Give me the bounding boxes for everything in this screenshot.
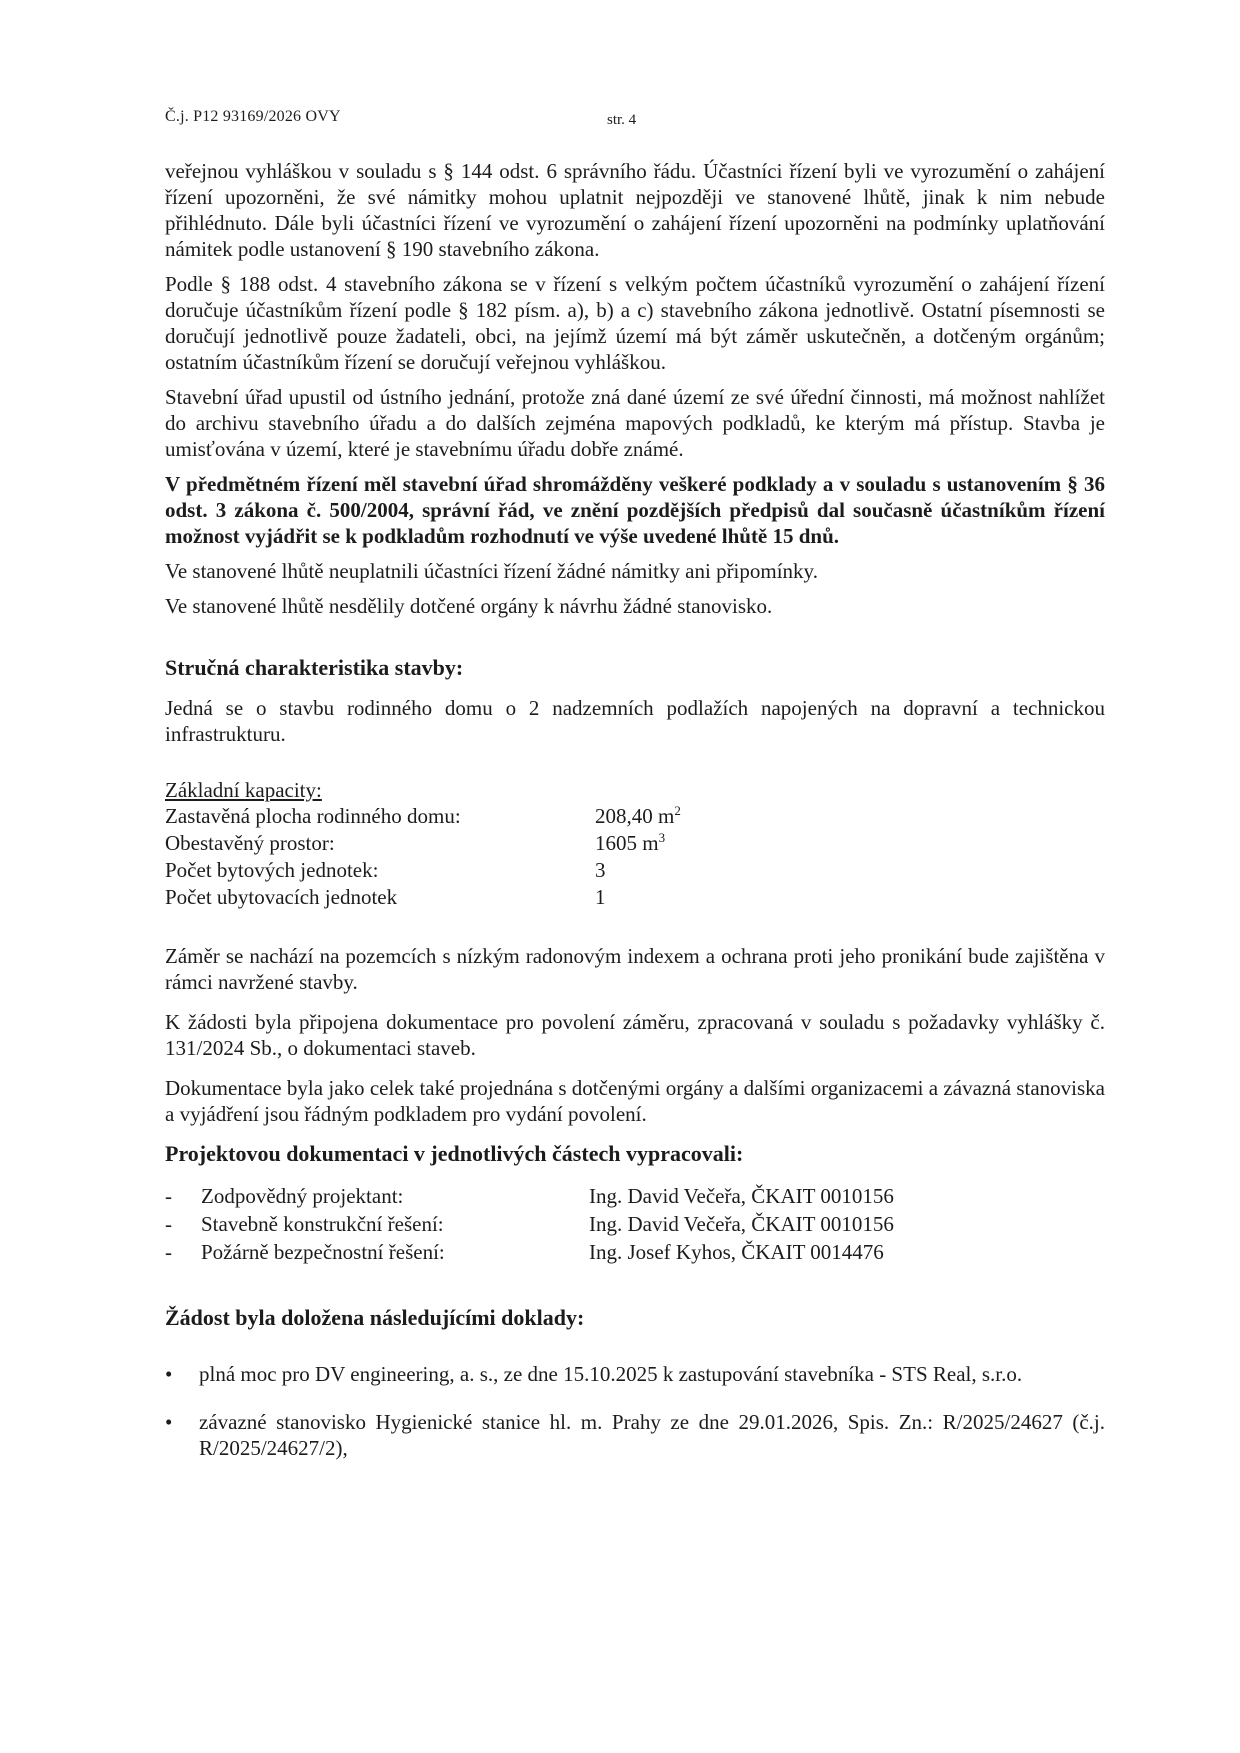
capacities-heading: Základní kapacity:: [165, 778, 322, 802]
table-row: [165, 884, 681, 911]
author-role: Požárně bezpečnostní řešení:: [201, 1240, 445, 1264]
bullet-icon: •: [165, 1410, 173, 1434]
dash-marker: -: [165, 1212, 172, 1236]
paragraph-negotiated: Dokumentace byla jako celek také projednána s dotčenými orgány a dalšími organizacemi a závazná stanoviska a vyjádření jsou řádným podkladem pro vydání povolení.: [165, 1076, 1105, 1126]
capacity-value: 208,40 $m^2$: [595, 803, 681, 828]
list-item: [165, 1409, 1105, 1461]
document-body: [165, 158, 1105, 1461]
table-row: [165, 1239, 894, 1267]
dash-marker: -: [165, 1184, 172, 1208]
list-item-text: plná moc pro DV engineering, a. s., ze dne 15.10.2025 k zastupování stavebníka - STS Real, s.r.o.: [199, 1362, 1023, 1386]
capacity-value: 1: [595, 885, 606, 909]
capacity-label: Počet bytových jednotek:: [165, 858, 379, 882]
supporting-docs-list: [165, 1361, 1105, 1461]
paragraph-no-objections: Ve stanovené lhůtě neuplatnili účastníci řízení žádné námitky ani připomínky.: [165, 559, 818, 583]
capacities-table: [165, 803, 681, 911]
table-row: [165, 1183, 894, 1211]
capacity-value: 3: [595, 858, 606, 882]
capacity-value: 1605 $m^3$: [595, 830, 666, 855]
author-role: Zodpovědný projektant:: [201, 1184, 404, 1208]
author-name: Ing. Josef Kyhos, ČKAIT 0014476: [589, 1240, 884, 1264]
list-item: [165, 1361, 1105, 1387]
table-row: [165, 803, 681, 830]
dash-marker: -: [165, 1240, 172, 1264]
paragraph-radon: Záměr se nachází na pozemcích s nízkým radonovým indexem a ochrana proti jeho pronikání bude zajištěna v rámci navržené stavby.: [165, 944, 1105, 994]
authors-table: [165, 1183, 894, 1267]
paragraph-no-statements: Ve stanovené lhůtě nesdělily dotčené orgány k návrhu žádné stanovisko.: [165, 594, 773, 618]
capacity-label: Zastavěná plocha rodinného domu:: [165, 804, 461, 828]
reference-number: Č.j. P12 93169/2026 OVY: [165, 108, 341, 125]
paragraph-delivery: Podle § 188 odst. 4 stavebního zákona se v řízení s velkým počtem účastníků vyrozumění o zahájení řízení doručuje účastníkům řízení podle § 182 písm. a), b) a c) stavebního zákona jednotlivě. Ostatní písemnosti se doručují jednotlivě pouze žadateli, obci, na jejímž území má být záměr uskutečněn, a dotčeným orgánům; ostatním účastníkům řízení se doručují veřejnou vyhláškou.: [165, 272, 1105, 374]
paragraph-documentation: K žádosti byla připojena dokumentace pro povolení záměru, zpracovaná v souladu s požadavky vyhlášky č. 131/2024 Sb., o dokumentaci staveb.: [165, 1010, 1105, 1060]
characteristics-text: Jedná se o stavbu rodinného domu o 2 nadzemních podlažích napojených na dopravní a technickou infrastrukturu.: [165, 696, 1105, 746]
capacity-label: Počet ubytovacích jednotek: [165, 885, 398, 909]
paragraph-evidence-notice: V předmětném řízení měl stavební úřad shromážděny veškeré podklady a v souladu s ustanovením § 36 odst. 3 zákona č. 500/2004, správní řád, ve znění pozdějších předpisů dal současně účastníkům řízení možnost vyjádřit se k podkladům rozhodnutí ve výše uvedené lhůtě 15 dnů.: [165, 472, 1105, 548]
table-row: [165, 1211, 894, 1239]
list-item-text: závazné stanovisko Hygienické stanice hl. m. Prahy ze dne 29.01.2026, Spis. Zn.: R/2025/24627 (č.j. R/2025/24627/2),: [199, 1410, 1105, 1460]
table-row: [165, 830, 681, 857]
paragraph-no-hearing: Stavební úřad upustil od ústního jednání, protože zná dané území ze své úřední činnosti, má možnost nahlížet do archivu stavebního úřadu a do dalších zejména mapových podkladů, ke kterým má přístup. Stavba je umisťována v území, které je stavebnímu úřadu dobře známé.: [165, 385, 1105, 461]
supporting-docs-heading: Žádost byla doložena následujícími doklady:: [165, 1305, 585, 1330]
table-row: [165, 857, 681, 884]
paragraph-public-notice: veřejnou vyhláškou v souladu s § 144 odst. 6 správního řádu. Účastníci řízení byli ve vyrozumění o zahájení řízení upozorněni, že své námitky mohou uplatnit nejpozději ve stanovené lhůtě, jinak k nim nebude přihlédnuto. Dále byli účastníci řízení ve vyrozumění o zahájení řízení upozorněni na podmínky uplatňování námitek podle ustanovení § 190 stavebního zákona.: [165, 159, 1105, 261]
authors-heading: Projektovou dokumentaci v jednotlivých částech vypracovali:: [165, 1141, 744, 1166]
capacity-label: Obestavěný prostor:: [165, 831, 335, 855]
characteristics-heading: Stručná charakteristika stavby:: [165, 655, 464, 680]
author-name: Ing. David Večeřa, ČKAIT 0010156: [589, 1212, 894, 1236]
page-number: str. 4: [607, 112, 637, 128]
author-role: Stavebně konstrukční řešení:: [201, 1212, 444, 1236]
bullet-icon: •: [165, 1362, 173, 1386]
author-name: Ing. David Večeřa, ČKAIT 0010156: [589, 1184, 894, 1208]
